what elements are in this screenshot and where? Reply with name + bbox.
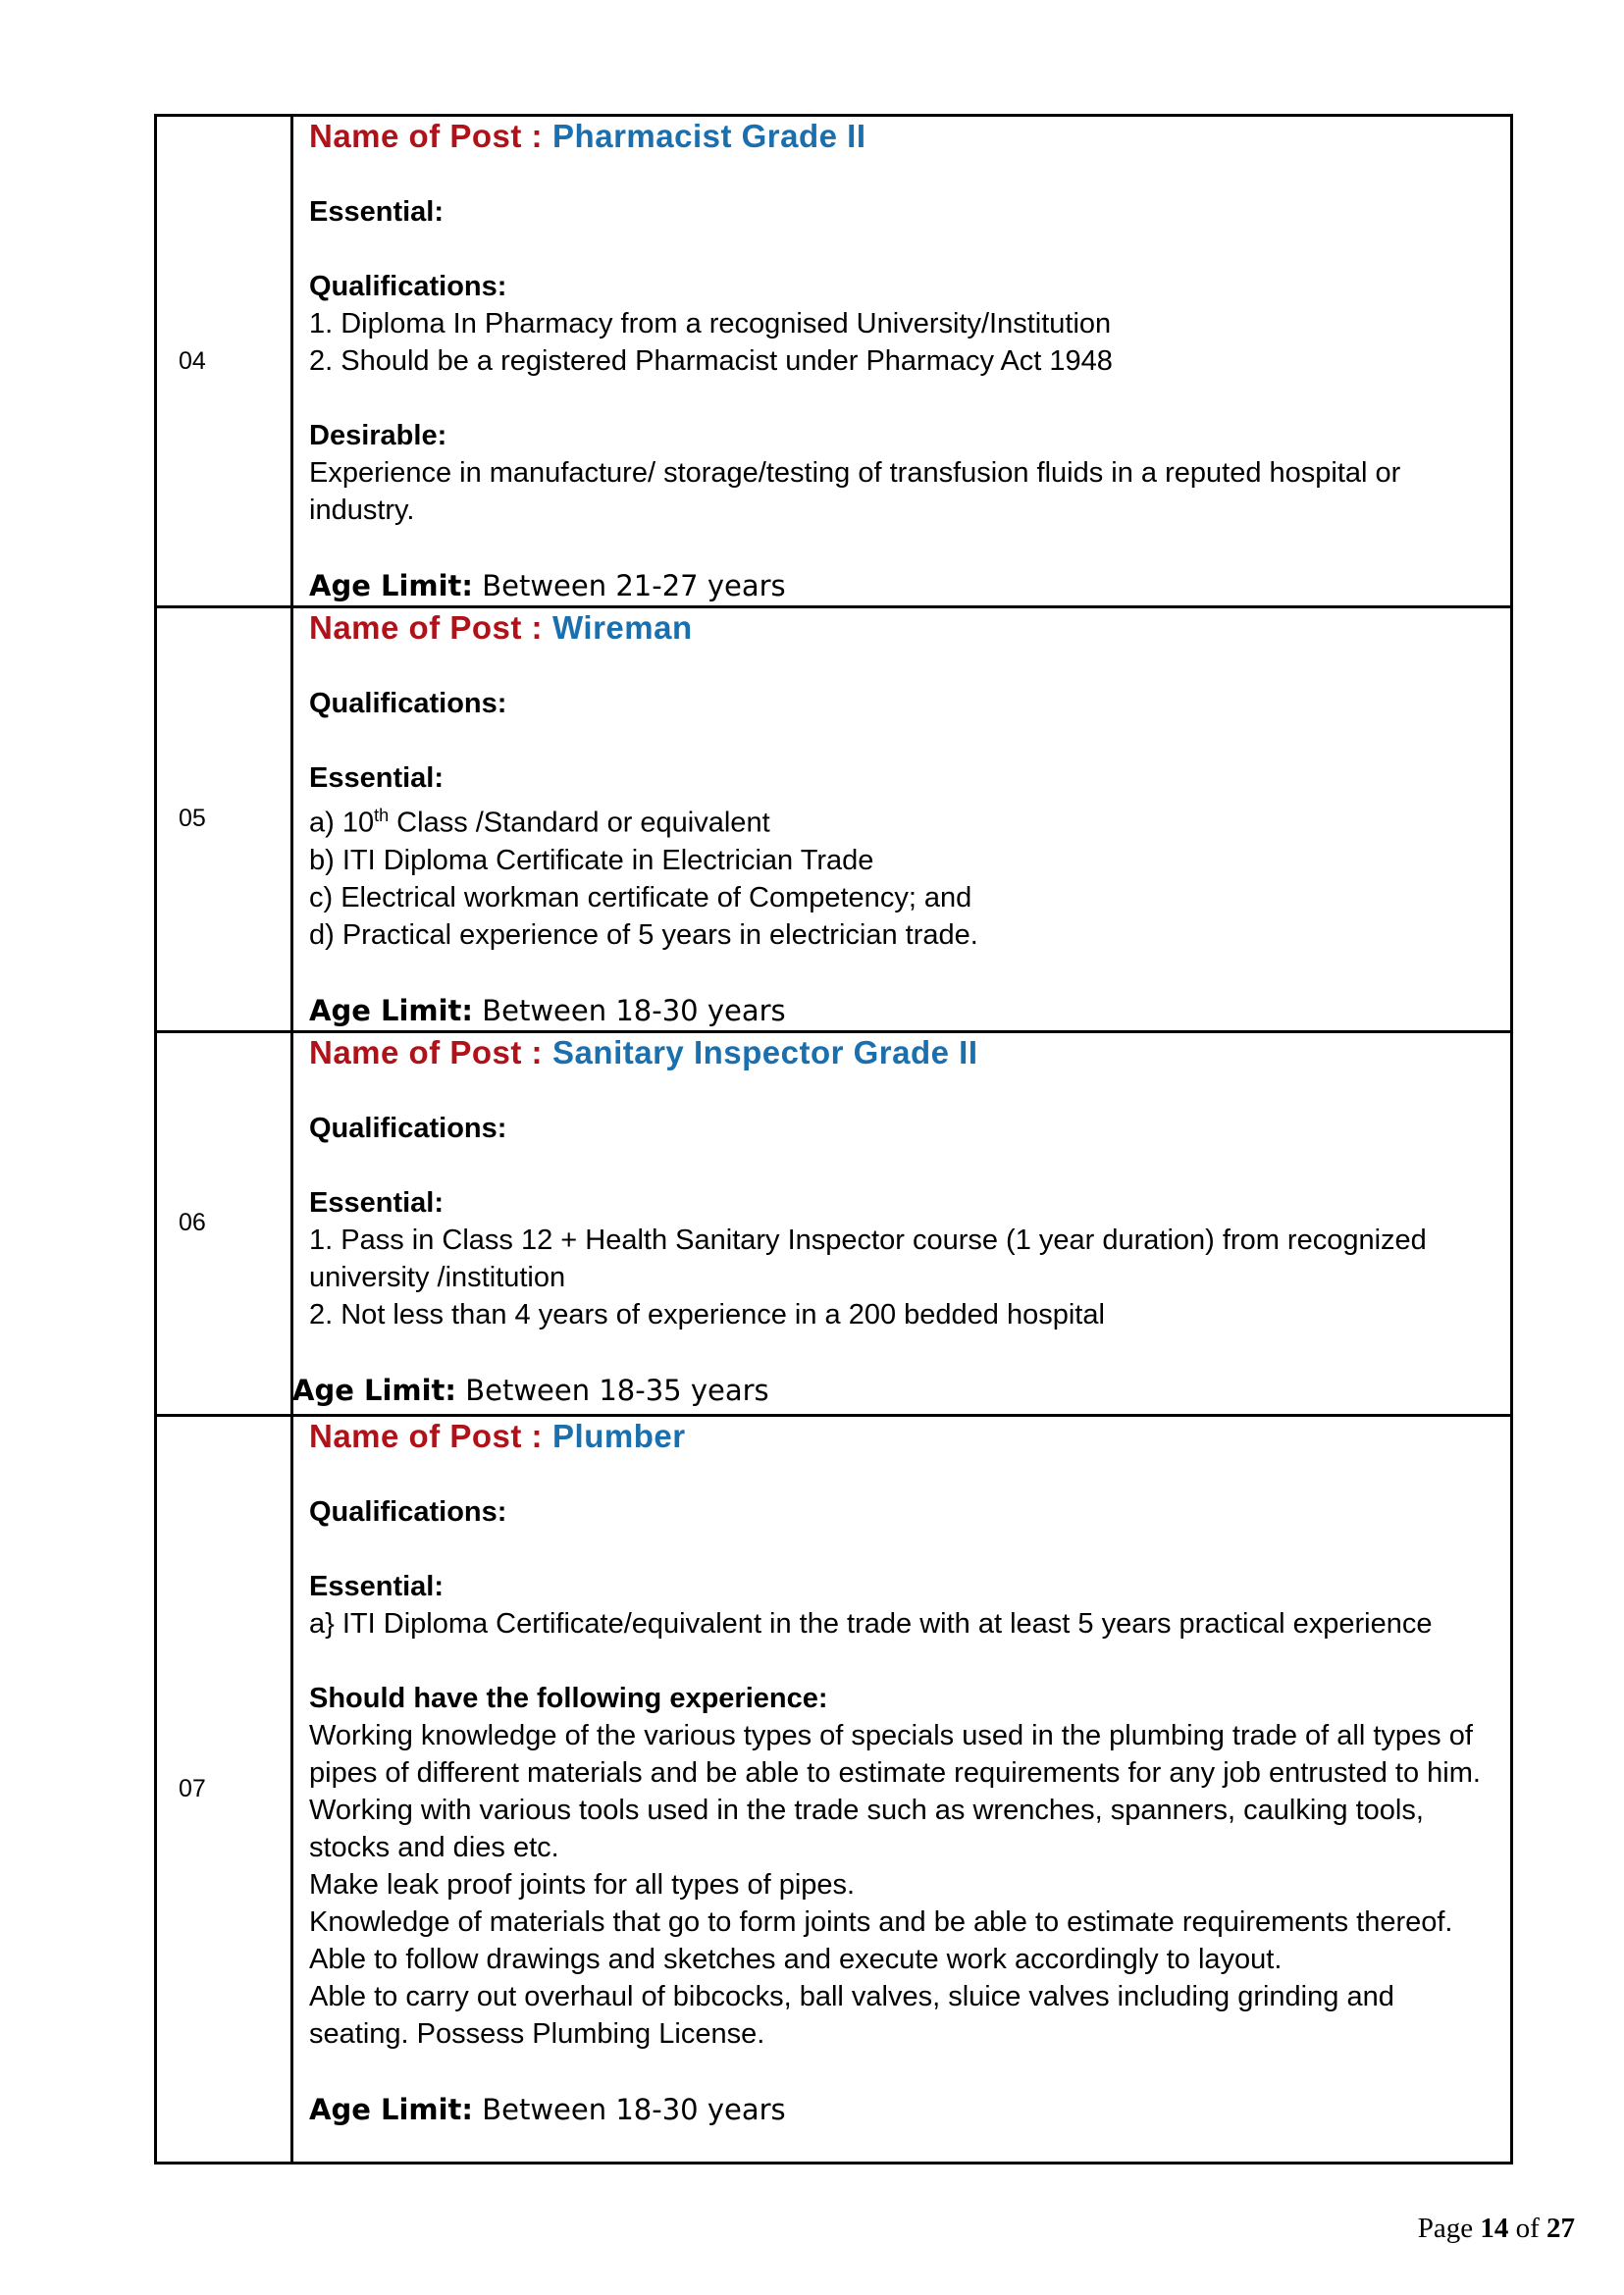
- post-title: [309, 1033, 1500, 1072]
- post-row: [156, 116, 1512, 607]
- age-limit-label: Age Limit:: [309, 2092, 474, 2126]
- age-limit: [309, 991, 1500, 1030]
- qualifications-heading: Qualifications:: [309, 1112, 507, 1144]
- essential-heading: Essential:: [309, 762, 444, 794]
- essential-item: 2. Not less than 4 years of experience in a 200 bedded hospital: [309, 1298, 1105, 1330]
- post-row: [156, 607, 1512, 1032]
- post-title: [309, 117, 1500, 156]
- post-details: [292, 607, 1512, 1032]
- post-name: Sanitary Inspector Grade II: [552, 1033, 978, 1070]
- age-limit-value: Between 21-27 years: [473, 569, 786, 602]
- post-title: [309, 608, 1500, 648]
- age-limit-label: Age Limit:: [309, 993, 474, 1027]
- experience-item: Able to follow drawings and sketches and execute work accordingly to layout.: [309, 1943, 1283, 1975]
- post-row: [156, 1415, 1512, 2163]
- essential-item: d) Practical experience of 5 years in electrician trade.: [309, 918, 978, 951]
- age-limit-value: Between 18-30 years: [473, 993, 786, 1027]
- essential-item: a} ITI Diploma Certificate/equivalent in the trade with at least 5 years practical experience: [309, 1607, 1433, 1640]
- post-number: 07: [156, 1415, 292, 2163]
- experience-item: Working with various tools used in the trade such as wrenches, spanners, caulking tools, stocks and dies etc.: [309, 1794, 1424, 1863]
- post-name: Wireman: [552, 609, 693, 646]
- experience-item: Make leak proof joints for all types of pipes.: [309, 1868, 856, 1901]
- post-number: 06: [156, 1031, 292, 1415]
- post-details: [292, 1031, 1512, 1415]
- essential-item: a) 10th Class /Standard or equivalent: [309, 806, 770, 839]
- age-limit-value: Between 18-35 years: [456, 1373, 769, 1407]
- desirable-heading: Desirable:: [309, 420, 447, 451]
- total-pages: 27: [1546, 2213, 1575, 2244]
- post-number: 04: [156, 116, 292, 607]
- post-label: Name of Post :: [309, 1417, 544, 1454]
- age-limit-value: Between 18-30 years: [473, 2092, 786, 2126]
- desirable-text: Experience in manufacture/ storage/testing of transfusion fluids in a reputed hospital or industry.: [309, 457, 1401, 526]
- qualifications-heading: Qualifications:: [309, 271, 507, 302]
- age-limit: [309, 2090, 1500, 2129]
- qualification-item: 2. Should be a registered Pharmacist under Pharmacy Act 1948: [309, 345, 1113, 377]
- post-details: [292, 1415, 1512, 2163]
- age-limit: [309, 566, 1500, 605]
- qualifications-heading: Qualifications:: [309, 688, 507, 719]
- essential-heading: Essential:: [309, 1186, 444, 1219]
- qualifications-heading: Qualifications:: [309, 1495, 507, 1528]
- page-number: Page 14 of 27: [1417, 2213, 1575, 2244]
- post-label: Name of Post :: [309, 118, 544, 154]
- qualification-item: 1. Diploma In Pharmacy from a recognised University/Institution: [309, 308, 1112, 339]
- current-page: 14: [1480, 2213, 1509, 2244]
- experience-item: Able to carry out overhaul of bibcocks, ball valves, sluice valves including grinding and seating. Possess Plumbing License.: [309, 1980, 1394, 2050]
- post-name: Plumber: [552, 1417, 686, 1454]
- experience-heading: Should have the following experience:: [309, 1682, 828, 1714]
- age-limit-label: Age Limit:: [309, 569, 474, 602]
- age-limit-label: Age Limit:: [292, 1373, 457, 1407]
- experience-item: Knowledge of materials that go to form joints and be able to estimate requirements thereof.: [309, 1905, 1453, 1938]
- age-limit: [292, 1371, 1500, 1410]
- essential-heading: Essential:: [309, 1570, 444, 1602]
- essential-item: c) Electrical workman certificate of Competency; and: [309, 881, 972, 913]
- essential-item: b) ITI Diploma Certificate in Electrician Trade: [309, 844, 874, 876]
- essential-item: 1. Pass in Class 12 + Health Sanitary Inspector course (1 year duration) from recognized university /institution: [309, 1224, 1427, 1293]
- post-row: [156, 1031, 1512, 1415]
- experience-item: Working knowledge of the various types of specials used in the plumbing trade of all types of pipes of different materials and be able to estimate requirements for any job entrusted to him.: [309, 1719, 1481, 1789]
- post-details: [292, 116, 1512, 607]
- posts-table: [154, 114, 1513, 2165]
- post-number: 05: [156, 607, 292, 1032]
- post-label: Name of Post :: [309, 609, 544, 646]
- post-title: [309, 1417, 1500, 1456]
- post-label: Name of Post :: [309, 1033, 544, 1070]
- essential-heading: Essential:: [309, 196, 444, 228]
- post-name: Pharmacist Grade II: [552, 118, 866, 154]
